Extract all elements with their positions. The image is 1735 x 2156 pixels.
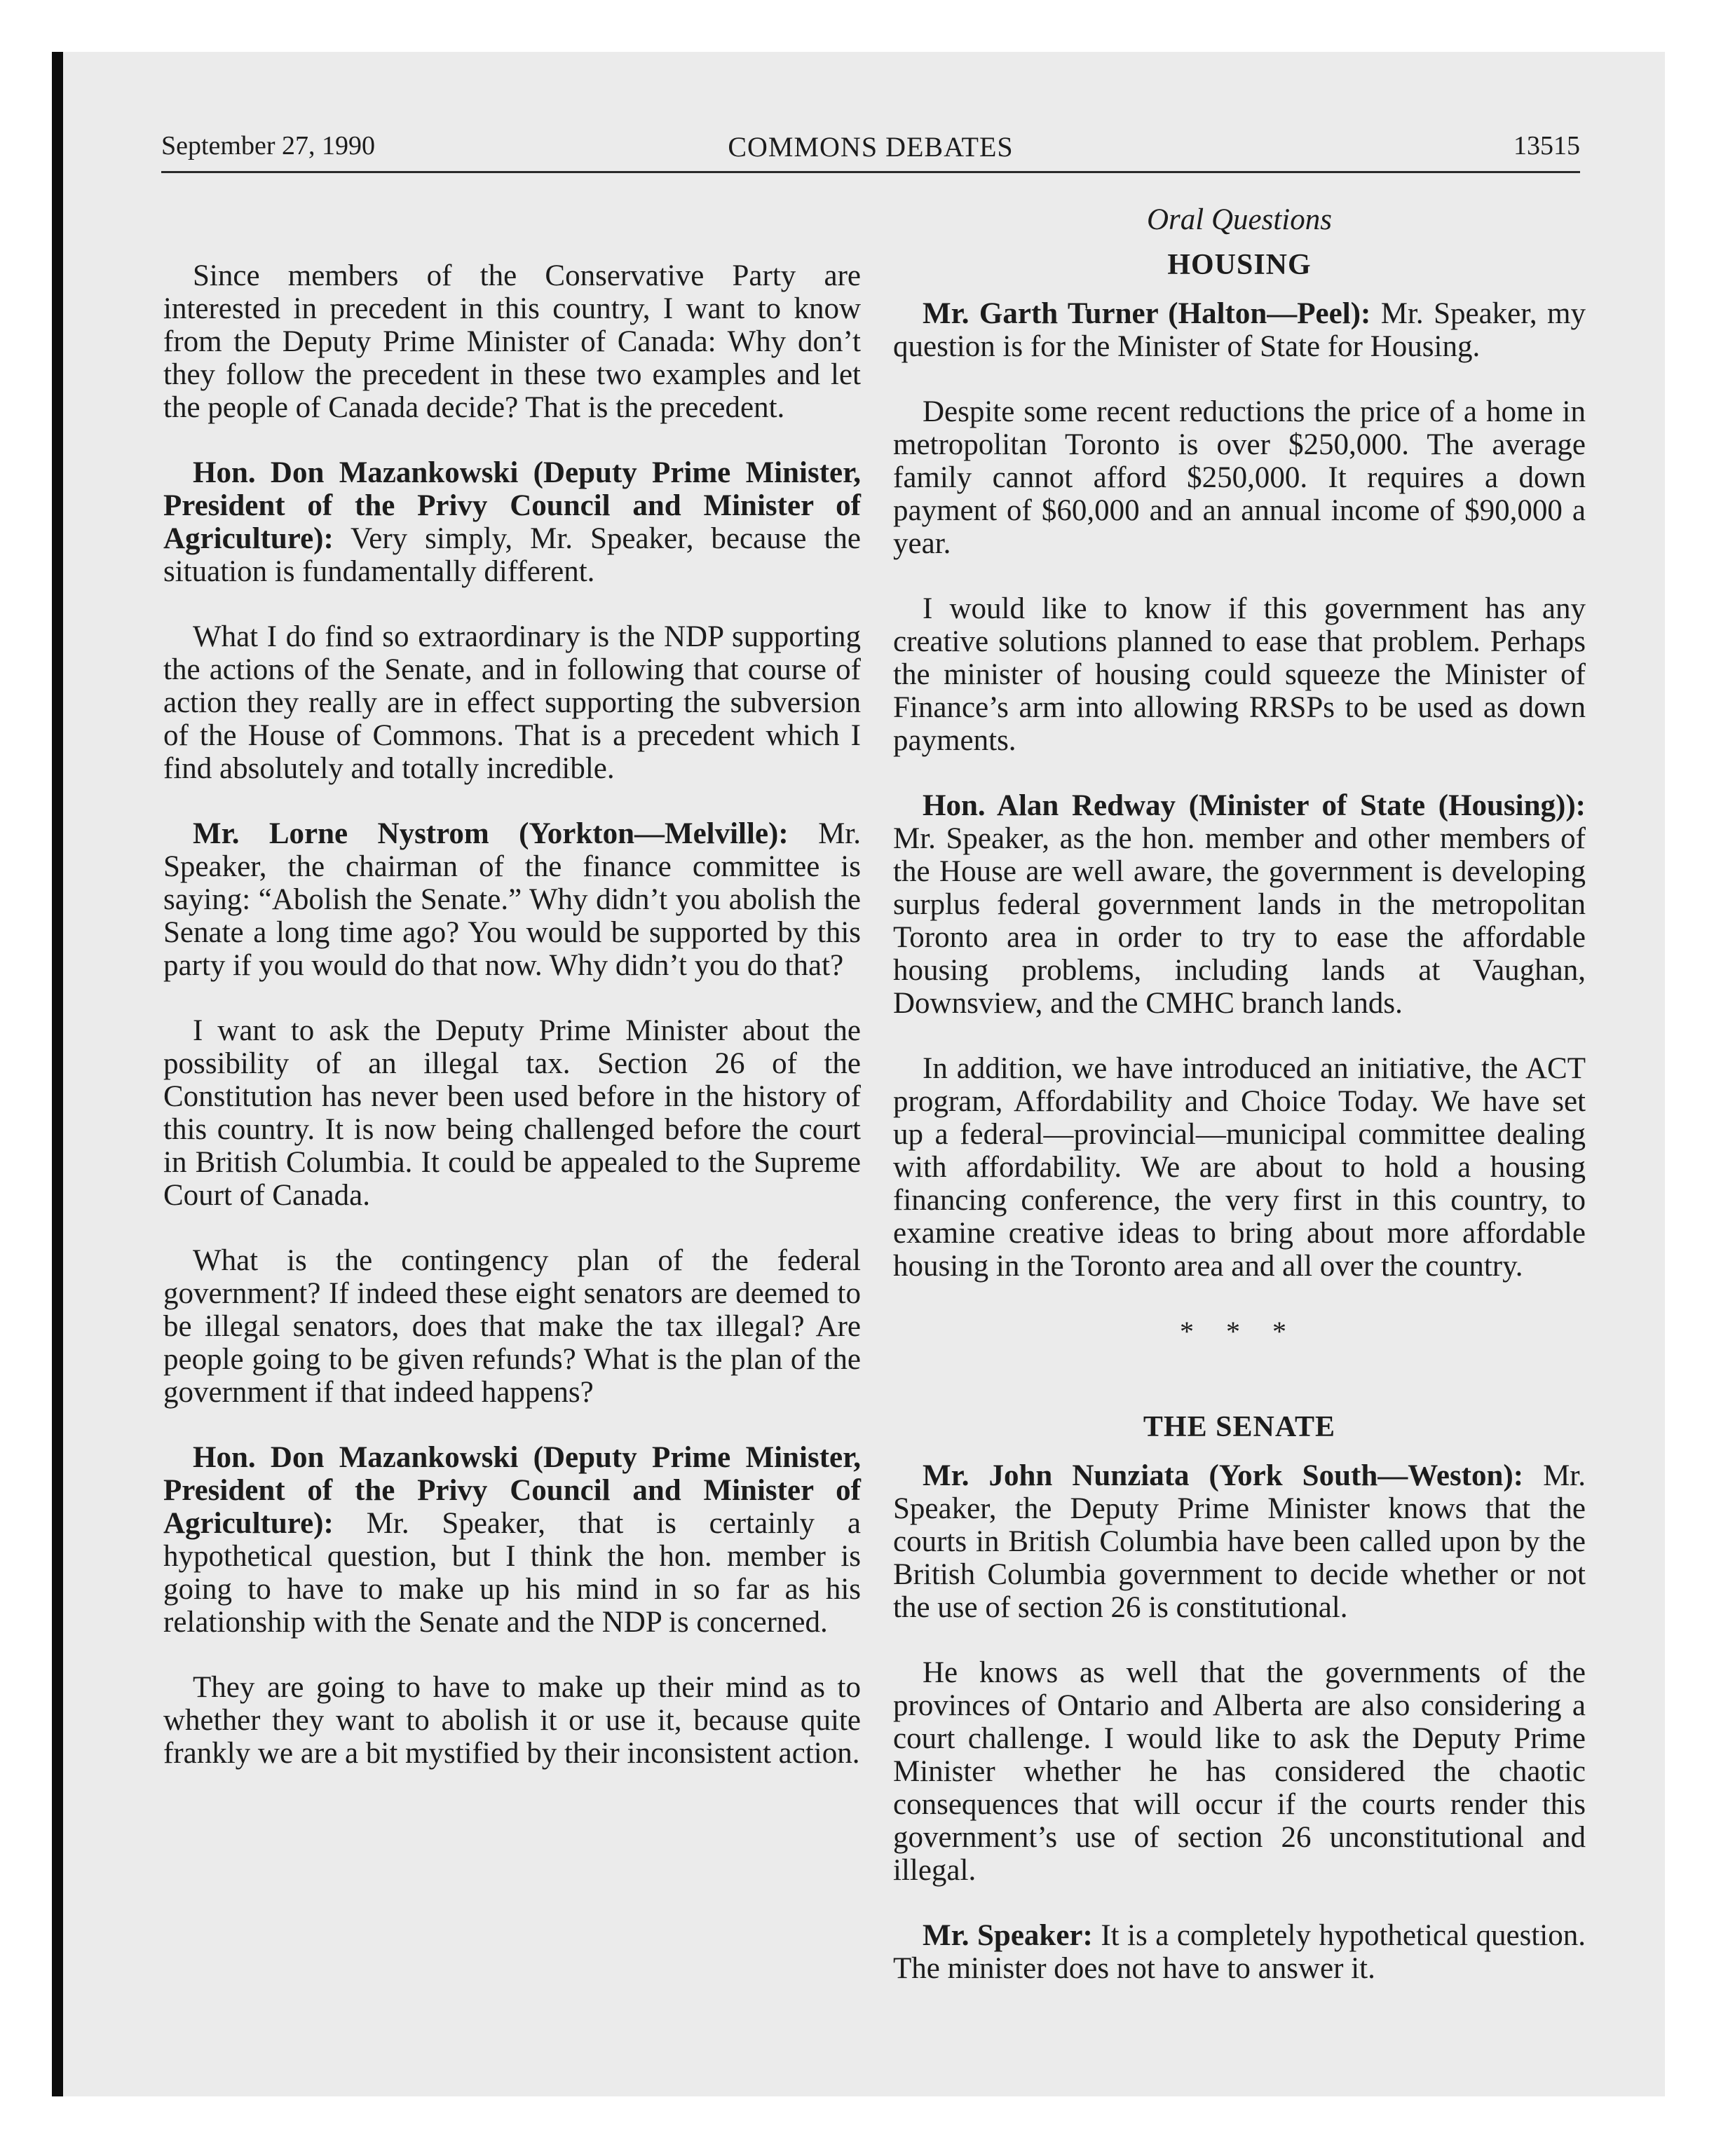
page-number: 13515: [1513, 131, 1580, 161]
speech-text: Mr. Speaker, that is certainly a hypothetical question, but I think the hon. member is going to have to make up his mind in so far as his relationship with the Senate and the NDP is concerned.: [163, 1507, 861, 1639]
speaker-name: Mr. John Nunziata (York South—Weston):: [923, 1459, 1524, 1492]
paragraph: They are going to have to make up their mind as to whether they want to abolish it or use it, because quite frankly we are a bit mystified by their inconsistent action.: [163, 1671, 861, 1770]
speech: [893, 789, 1586, 1020]
speech-text: Mr. Speaker, the Deputy Prime Minister knows that the courts in British Columbia have been called upon by the British Columbia government to decide whether or not the use of section 26 is constitutional.: [893, 1459, 1586, 1624]
scan-edge-shadow: [52, 52, 63, 2096]
paragraph: I would like to know if this government has any creative solutions planned to ease that problem. Perhaps the minister of housing could squeeze the Minister of Finance’s arm into allowing RRSPs to be used as down payments.: [893, 592, 1586, 757]
heading-senate: THE SENATE: [1143, 1411, 1336, 1443]
section-label: Oral Questions: [1147, 203, 1332, 236]
paragraph: In addition, we have introduced an initiative, the ACT program, Affordability and Choice Today. We have set up a federal—provincial—municipal committee dealing with affordability. We are about to hold a housing financing conference, the very first in this country, to examine creative ideas to bring about more affordable housing in the Toronto area and all over the country.: [893, 1052, 1586, 1283]
speech: [893, 297, 1586, 363]
header-rule: [161, 171, 1580, 173]
heading-housing: HOUSING: [1167, 249, 1312, 281]
section-separator: * * *: [1180, 1316, 1299, 1347]
speaker-name: Hon. Alan Redway (Minister of State (Housing)):: [923, 789, 1586, 822]
header-date: September 27, 1990: [161, 131, 376, 161]
speaker-name: Mr. Speaker:: [923, 1919, 1093, 1952]
paragraph: What is the contingency plan of the federal government? If indeed these eight senators are deemed to be illegal senators, does that make the tax illegal? Are people going to be given refunds? What is the plan of the government if that indeed happens?: [163, 1244, 861, 1409]
speech-text: It is a completely hypothetical question. The minister does not have to answer it.: [893, 1919, 1586, 1985]
left-column: [163, 203, 861, 1802]
speaker-name: Mr. Lorne Nystrom (Yorkton—Melville):: [193, 817, 789, 850]
speech: [893, 1919, 1586, 1985]
paragraph: Despite some recent reductions the price of a home in metropolitan Toronto is over $250,000. The average family cannot afford $250,000. It requires a down payment of $60,000 and an annual income of $90,000 a year.: [893, 395, 1586, 560]
speech: [163, 1441, 861, 1639]
speech: [893, 1459, 1586, 1624]
paragraph: Since members of the Conservative Party are interested in precedent in this country, I want to know from the Deputy Prime Minister of Canada: Why don’t they follow the precedent in these two examples and let the people of Canada decide? That is the precedent.: [163, 259, 861, 424]
speech-text: Very simply, Mr. Speaker, because the situation is fundamentally different.: [163, 522, 861, 588]
speech-text: Mr. Speaker, the chairman of the finance committee is saying: “Abolish the Senate.” Why didn’t you abolish the Senate a long time ago? You would be supported by this party if you would do that now. Why didn’t you do that?: [163, 817, 861, 982]
header-title: COMMONS DEBATES: [728, 131, 1014, 163]
paragraph: What I do find so extraordinary is the NDP supporting the actions of the Senate, and in following that course of action they really are in effect supporting the subversion of the House of Commons. That is a precedent which I find absolutely and totally incredible.: [163, 620, 861, 785]
paragraph: I want to ask the Deputy Prime Minister about the possibility of an illegal tax. Section 26 of the Constitution has never been used before in the history of this country. It is now being challenged before the court in British Columbia. It could be appealed to the Supreme Court of Canada.: [163, 1014, 861, 1212]
paragraph: He knows as well that the governments of the provinces of Ontario and Alberta are also considering a court challenge. I would like to ask the Deputy Prime Minister whether he has considered the chaotic consequences that will occur if the courts render this government’s use of section 26 unconstitutional and illegal.: [893, 1656, 1586, 1887]
speech: [163, 817, 861, 982]
speech-text: Mr. Speaker, as the hon. member and other members of the House are well aware, the government is developing surplus federal government lands in the metropolitan Toronto area in order to try to ease the affordable housing problems, including lands at Vaughan, Downsview, and the CMHC branch lands.: [893, 822, 1586, 1020]
speaker-name: Hon. Don Mazankowski (Deputy Prime Minister, President of the Privy Council and Minister of Agriculture):: [163, 456, 861, 555]
speaker-name: Hon. Don Mazankowski (Deputy Prime Minister, President of the Privy Council and Minister of Agriculture):: [163, 1441, 861, 1540]
speaker-name: Mr. Garth Turner (Halton—Peel):: [923, 297, 1371, 330]
page-header: [161, 130, 1580, 171]
right-column: [893, 203, 1586, 2017]
speech: [163, 456, 861, 588]
speech-text: Mr. Speaker, my question is for the Minister of State for Housing.: [893, 297, 1586, 363]
